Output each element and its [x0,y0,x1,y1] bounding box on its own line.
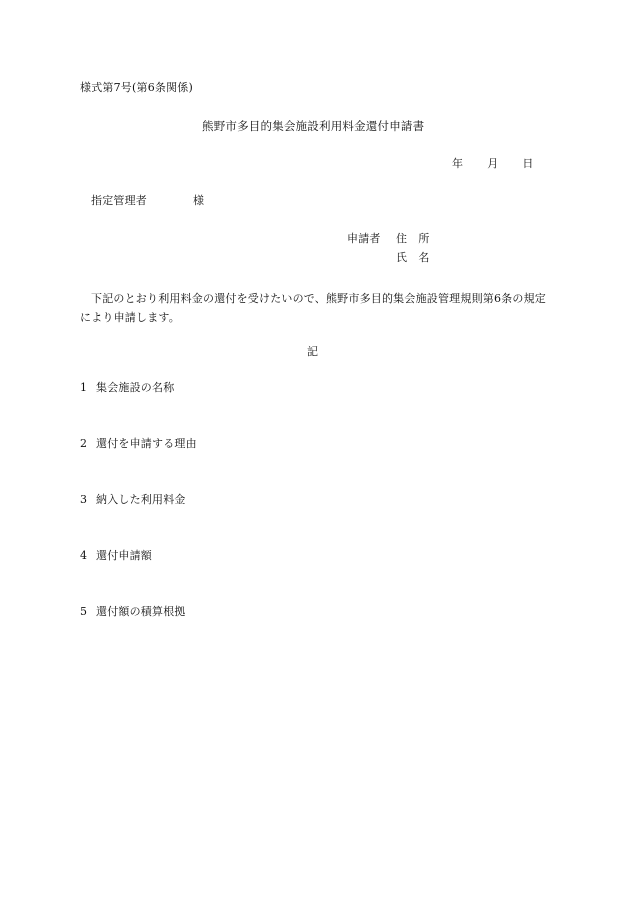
list-item [80,550,152,561]
list-item [80,438,197,449]
ki-heading: 記 [307,345,319,358]
item-label: 還付申請額 [96,549,152,562]
addressee-line [91,195,204,206]
date-year-label: 年 [452,157,464,170]
item-number: 1 [80,381,88,394]
date-month-label: 月 [487,157,499,170]
applicant-address-label: 住 所 [396,232,430,245]
item-label: 納入した利用料金 [96,493,186,506]
date-line [452,158,534,169]
item-number: 3 [80,493,88,506]
applicant-label: 申請者 [347,232,381,245]
item-number: 2 [80,437,88,450]
body-paragraph: 下記のとおり利用料金の還付を受けたいので、熊野市多目的集会施設管理規則第6条の規定により申請します。 [80,292,546,324]
form-number: 様式第7号(第6条関係) [80,81,193,94]
addressee-honorific: 様 [193,194,205,207]
list-item [80,606,186,617]
list-item [80,494,186,505]
item-number: 4 [80,549,88,562]
item-label: 集会施設の名称 [96,381,175,394]
list-item [80,382,174,393]
item-label: 還付額の積算根拠 [96,605,186,618]
document-title: 熊野市多目的集会施設利用料金還付申請書 [202,119,425,133]
date-day-label: 日 [522,157,534,170]
item-label: 還付を申請する理由 [96,437,197,450]
addressee-label: 指定管理者 [91,194,147,207]
applicant-name-label: 氏 名 [396,251,430,264]
item-number: 5 [80,605,88,618]
